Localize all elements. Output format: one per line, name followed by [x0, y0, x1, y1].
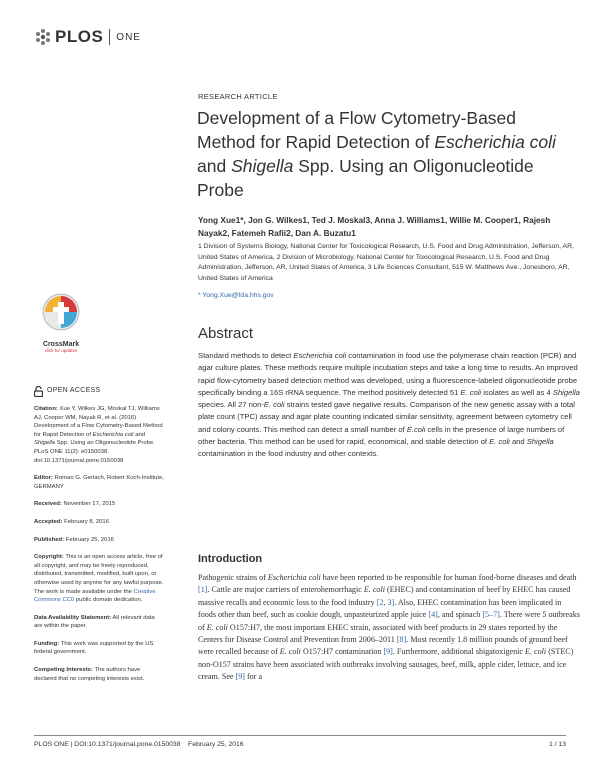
open-lock-icon [34, 386, 43, 397]
reference-link[interactable]: [2, 3] [376, 597, 395, 607]
received-block: Received: November 17, 2015 [34, 501, 116, 508]
introduction-heading: Introduction [198, 553, 263, 565]
reference-link[interactable]: [9] [383, 647, 393, 657]
corresponding-email-link[interactable]: * Yong.Xue@fda.hhs.gov [198, 292, 274, 299]
introduction-text: Pathogenic strains of Escherichia coli have been reported to be responsible for human food-borne diseases and death [1]. Cattle are major carriers of enterohemorrhagic E. coli (EHEC) and contamination of beef by EHEC has caused massive recalls and economic loss to the food industry [2, 3]. Also, EHEC contamination has been implicated in foods other than beef, such as cookie dough, unpasteurized apple juice [4], and spinach [5–7]. There were 5 outbreaks of E. coli O157:H7, the most important EHEC strain, associated with beef products in 29 states reported by the Centers for Disease Control and Prevention from 2006–2011 [8]. Most recently 1.8 million pounds of ground beef were recalled because of E. coli O157:H7 contamination [9]. Furthermore, additional shigatoxigenic E. coli (STEC) non-O157 strains have been associated with outbreaks involving sausages, beef, milk, apple cider, lettuce, and ice cream. See [9] for a [198, 573, 580, 682]
affiliations: 1 Division of Systems Biology, National Center for Toxicological Research, U.S. Food and Drug Administration, Jefferson, AR, United States of America, 2 Division of Microbiology, National Center for Toxicological Research, U.S. Food and Drug Administration, Jefferson, AR, United States of America, 3 Life Sciences Consultant, 515 W. Matthews Ave., Jonesboro, AR, United States of America [198, 243, 574, 282]
page-number: 1 / 13 [548, 741, 566, 748]
cc0-link[interactable]: Creative Commons CC0 [34, 588, 156, 604]
crossmark-label: CrossMark [42, 341, 80, 348]
reference-link[interactable]: [5–7] [482, 610, 500, 620]
footer-divider [34, 735, 566, 736]
reference-link[interactable]: [9] [235, 672, 245, 682]
data-availability-block: Data Availability Statement: All relevant data are within the paper. [34, 614, 155, 630]
editor-block: Editor: Roman G. Gerlach, Robert Koch-Institute, GERMANY [34, 475, 164, 490]
copyright-block: Copyright: This is an open access article, free of all copyright, and may be freely reproduced, distributed, transmitted, modified, built upon, or otherwise used by anyone for any lawful purpose. The work is made available under the Creative Commons CC0 public domain dedication. [34, 554, 164, 604]
footer-citation: PLOS ONE | DOI:10.1371/journal.pone.0150038 February 25, 2016 [34, 741, 244, 748]
funding-block: Funding: This work was supported by the US federal government. [34, 640, 154, 656]
abstract-heading: Abstract [198, 325, 254, 342]
reference-link[interactable]: [8] [396, 635, 407, 645]
published-block: Published: February 25, 2016 [34, 536, 114, 543]
competing-interests-block: Competing Interests: The authors have declared that no competing interests exist. [34, 667, 145, 682]
logo-plos-text: PLOS [55, 27, 104, 46]
crossmark-sublabel: click for updates [44, 348, 78, 353]
accepted-block: Accepted: February 8, 2016 [34, 518, 109, 525]
crossmark-icon [36, 290, 86, 334]
crossmark-badge[interactable] [36, 290, 86, 353]
article-title: Development of a Flow Cytometry-Based Method for Rapid Detection of Escherichia coli and Shigella Spp. Using an Oligonucleotide Probe [197, 108, 556, 200]
abstract-text: Standard methods to detect Escherichia coli contamination in food use the polymerase chain reaction (PCR) and agar culture plates. These methods require multiple incubation steps and take a long time to results. An improved rapid flow-cytometry based detection method was developed, using a fluorescence-labeled oligonucleotide probe specifically binding a 16S rRNA sequence. The method positively detected 51 E. coli isolates as well as 4 Shigella species. All 27 non-E. coli strains tested gave negative results. Comparison of the new genetic assay with a total plate count (TPC) assay and agar plate counting indicated similar sensitivity, agreement between cytometry cell and colony counts. This method can detect a small number of E.coli cells in the presence of large numbers of other bacteria. This method can be used for rapid, economical, and stable detection of E. coli and Shigella contamination in the food industry and other contexts. [198, 351, 580, 459]
article-info-sidebar [34, 386, 164, 692]
citation-block: Citation: Xue Y, Wilkes JG, Moskal TJ, Williams AJ, Cooper WM, Nayak R, et al. (2016) Development of a Flow Cytometry-Based Method for Rapid Detection of Escherichia coli and Shigella Spp. Using an Oligonucleotide Probe. PLoS ONE 11(2): e0150038. doi:10.1371/journal.pone.0150038 [34, 406, 163, 464]
plos-dots-icon [34, 28, 52, 46]
plos-one-logo [34, 26, 141, 48]
open-access-badge: OPEN ACCESS [34, 386, 164, 397]
author-list: Yong Xue1*, Jon G. Wilkes1, Ted J. Moskal3, Anna J. Williams1, Willie M. Cooper1, Rajesh Nayak2, Fatemeh Rafii2, Dan A. Buzatu1 [198, 215, 551, 238]
logo-divider [109, 29, 110, 45]
logo-journal-text: ONE [116, 31, 141, 43]
reference-link[interactable]: [1] [198, 585, 208, 595]
article-type: RESEARCH ARTICLE [198, 92, 278, 101]
reference-link[interactable]: [4] [428, 610, 438, 620]
